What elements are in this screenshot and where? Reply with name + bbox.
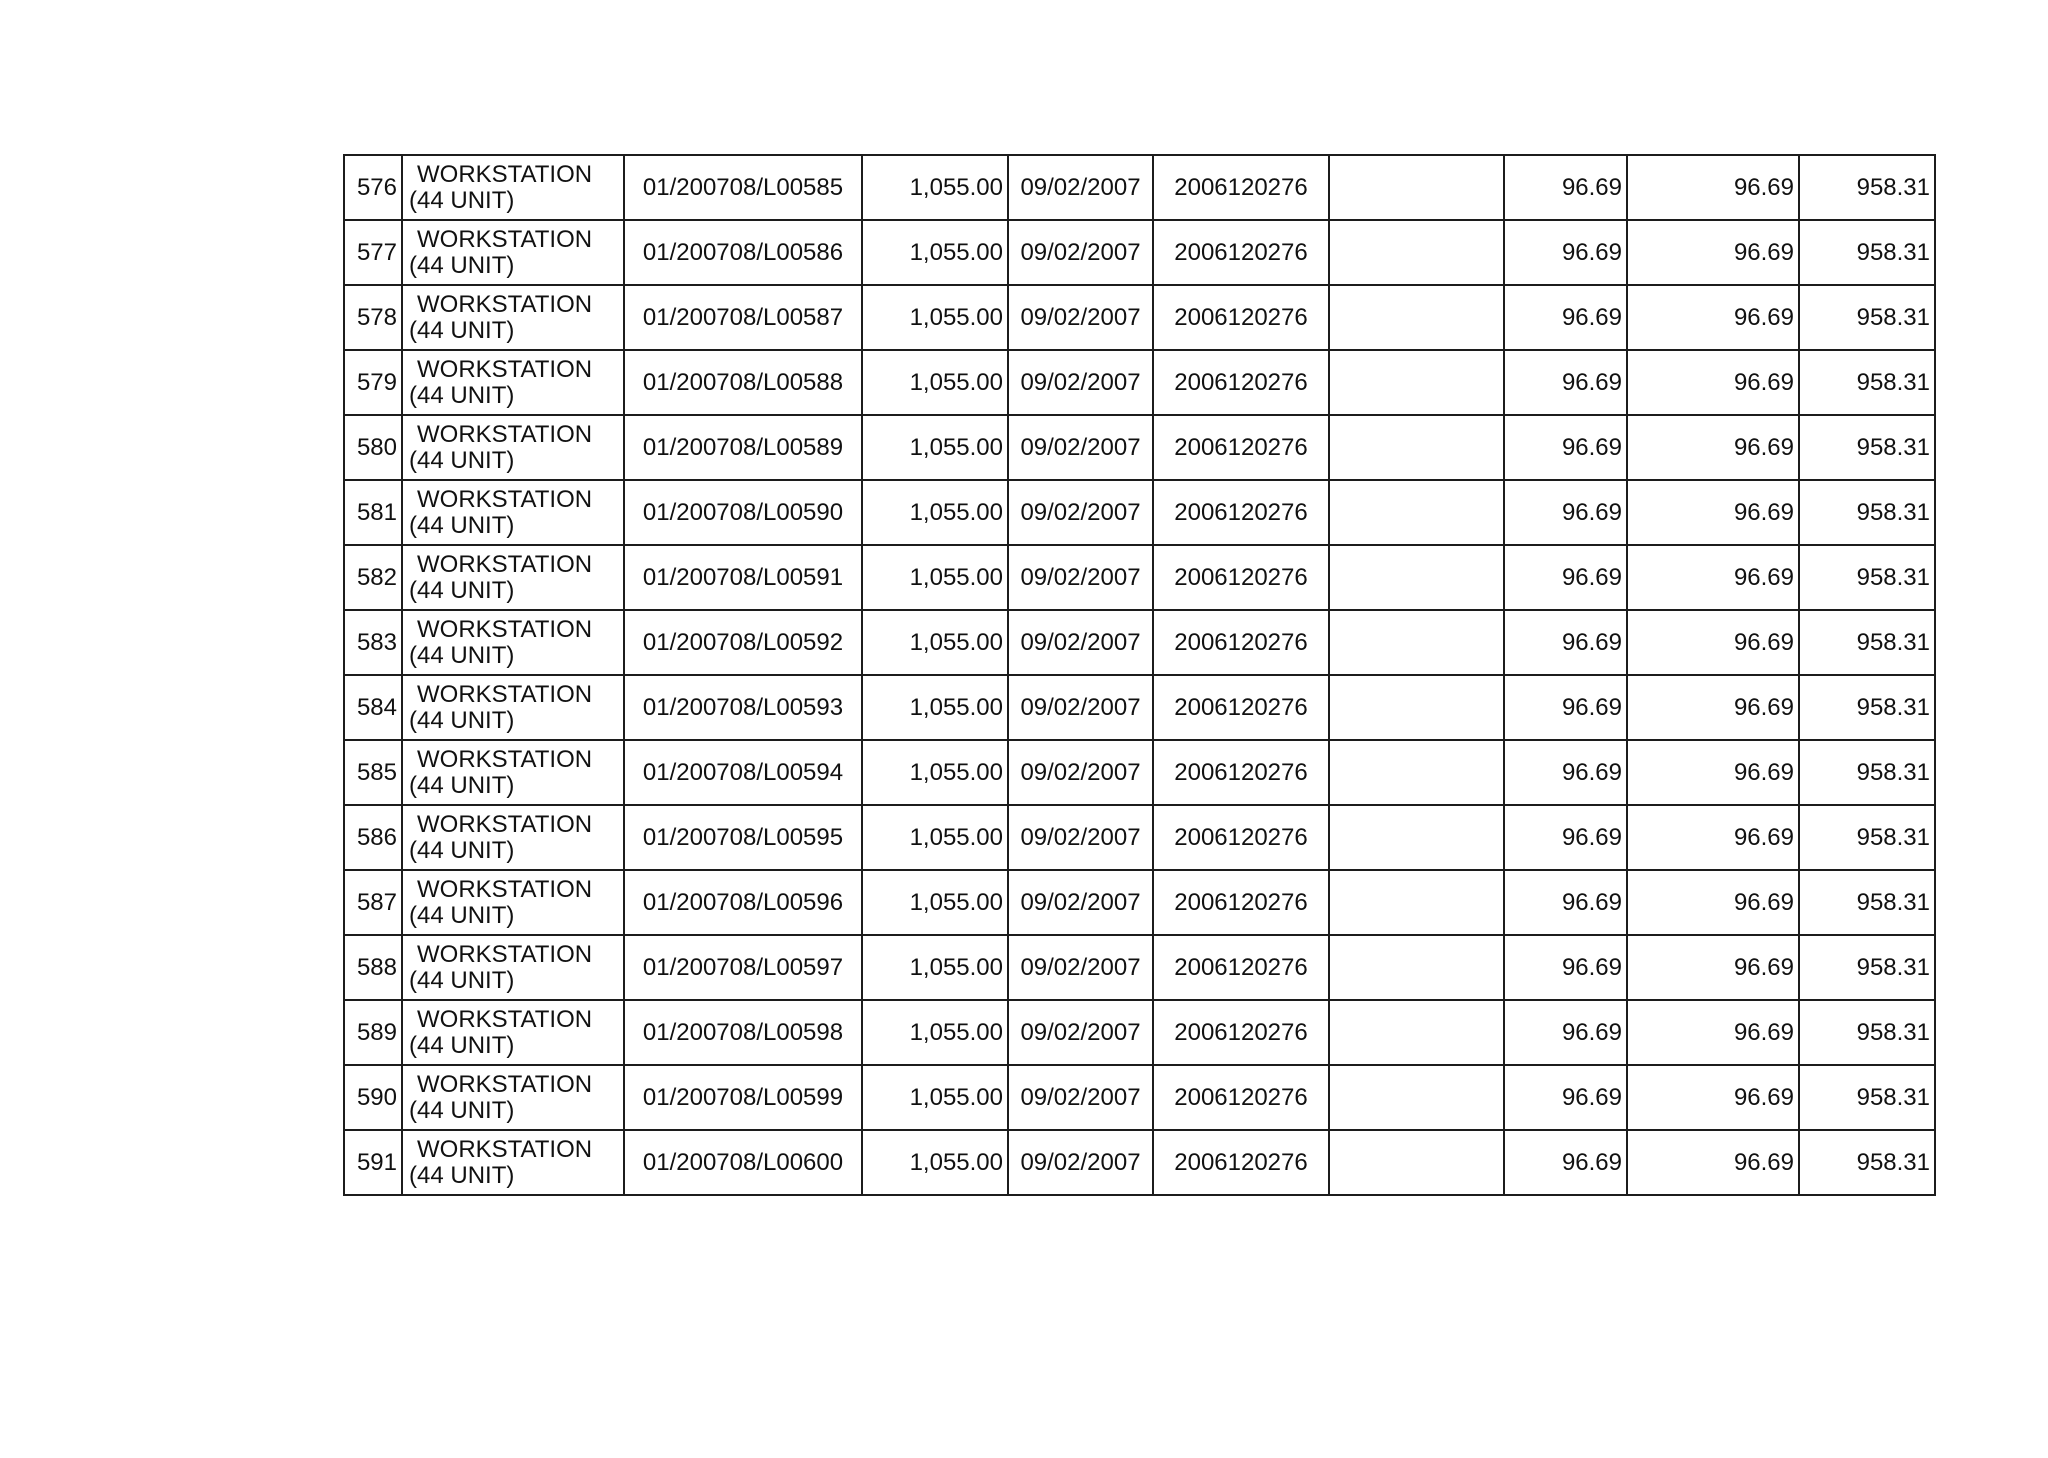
amount-cell-2: 96.69 (1627, 805, 1799, 870)
description-line-1: WORKSTATION (417, 615, 593, 643)
description-cell (402, 805, 624, 870)
description-line-2: (44 UNIT) (409, 1031, 515, 1059)
description-line-2: (44 UNIT) (409, 381, 515, 409)
description-line-2: (44 UNIT) (409, 446, 515, 474)
table-row (344, 805, 1935, 870)
description-line-2: (44 UNIT) (409, 771, 515, 799)
amount-cell-2: 96.69 (1627, 480, 1799, 545)
amount-cell-2: 96.69 (1627, 935, 1799, 1000)
date-cell: 09/02/2007 (1008, 350, 1153, 415)
code-cell: 2006120276 (1153, 545, 1329, 610)
description-line-1: WORKSTATION (417, 745, 593, 773)
description-line-2: (44 UNIT) (409, 641, 515, 669)
table-body (344, 155, 1935, 1195)
amount-cell-1: 96.69 (1504, 545, 1627, 610)
empty-cell (1329, 805, 1504, 870)
amount-cell-3: 958.31 (1799, 285, 1935, 350)
date-cell: 09/02/2007 (1008, 480, 1153, 545)
code-cell: 2006120276 (1153, 870, 1329, 935)
amount-cell-3: 958.31 (1799, 805, 1935, 870)
row-number-cell: 588 (344, 935, 402, 1000)
table-row (344, 1130, 1935, 1195)
cost-cell: 1,055.00 (862, 935, 1008, 1000)
reference-cell: 01/200708/L00590 (624, 480, 862, 545)
asset-register-table (343, 154, 1936, 1196)
amount-cell-3: 958.31 (1799, 545, 1935, 610)
amount-cell-3: 958.31 (1799, 480, 1935, 545)
description-line-2: (44 UNIT) (409, 901, 515, 929)
code-cell: 2006120276 (1153, 935, 1329, 1000)
empty-cell (1329, 935, 1504, 1000)
table-row (344, 350, 1935, 415)
table-row (344, 1000, 1935, 1065)
description-line-1: WORKSTATION (417, 1070, 593, 1098)
table-row (344, 545, 1935, 610)
row-number-cell: 579 (344, 350, 402, 415)
table-row (344, 610, 1935, 675)
amount-cell-3: 958.31 (1799, 935, 1935, 1000)
reference-cell: 01/200708/L00588 (624, 350, 862, 415)
row-number-cell: 578 (344, 285, 402, 350)
cost-cell: 1,055.00 (862, 610, 1008, 675)
amount-cell-1: 96.69 (1504, 415, 1627, 480)
amount-cell-2: 96.69 (1627, 350, 1799, 415)
amount-cell-3: 958.31 (1799, 740, 1935, 805)
description-cell (402, 610, 624, 675)
empty-cell (1329, 480, 1504, 545)
code-cell: 2006120276 (1153, 675, 1329, 740)
description-cell (402, 415, 624, 480)
cost-cell: 1,055.00 (862, 870, 1008, 935)
empty-cell (1329, 610, 1504, 675)
empty-cell (1329, 870, 1504, 935)
description-line-1: WORKSTATION (417, 1005, 593, 1033)
reference-cell: 01/200708/L00591 (624, 545, 862, 610)
empty-cell (1329, 285, 1504, 350)
amount-cell-2: 96.69 (1627, 610, 1799, 675)
row-number-cell: 582 (344, 545, 402, 610)
cost-cell: 1,055.00 (862, 740, 1008, 805)
description-line-1: WORKSTATION (417, 940, 593, 968)
amount-cell-3: 958.31 (1799, 675, 1935, 740)
description-line-2: (44 UNIT) (409, 836, 515, 864)
row-number-cell: 580 (344, 415, 402, 480)
empty-cell (1329, 1065, 1504, 1130)
description-line-2: (44 UNIT) (409, 511, 515, 539)
date-cell: 09/02/2007 (1008, 1130, 1153, 1195)
row-number-cell: 577 (344, 220, 402, 285)
description-line-2: (44 UNIT) (409, 576, 515, 604)
reference-cell: 01/200708/L00594 (624, 740, 862, 805)
table-row (344, 155, 1935, 220)
date-cell: 09/02/2007 (1008, 935, 1153, 1000)
code-cell: 2006120276 (1153, 1065, 1329, 1130)
code-cell: 2006120276 (1153, 740, 1329, 805)
description-cell (402, 740, 624, 805)
description-line-1: WORKSTATION (417, 550, 593, 578)
empty-cell (1329, 155, 1504, 220)
description-cell (402, 1065, 624, 1130)
reference-cell: 01/200708/L00600 (624, 1130, 862, 1195)
cost-cell: 1,055.00 (862, 1130, 1008, 1195)
description-line-2: (44 UNIT) (409, 1096, 515, 1124)
description-line-1: WORKSTATION (417, 355, 593, 383)
table-row (344, 220, 1935, 285)
description-cell (402, 1000, 624, 1065)
description-cell (402, 935, 624, 1000)
description-line-2: (44 UNIT) (409, 251, 515, 279)
description-cell (402, 350, 624, 415)
date-cell: 09/02/2007 (1008, 285, 1153, 350)
description-line-1: WORKSTATION (417, 810, 593, 838)
description-line-2: (44 UNIT) (409, 186, 515, 214)
table-row (344, 870, 1935, 935)
amount-cell-3: 958.31 (1799, 1000, 1935, 1065)
amount-cell-2: 96.69 (1627, 220, 1799, 285)
row-number-cell: 585 (344, 740, 402, 805)
date-cell: 09/02/2007 (1008, 220, 1153, 285)
date-cell: 09/02/2007 (1008, 675, 1153, 740)
amount-cell-3: 958.31 (1799, 1065, 1935, 1130)
description-line-2: (44 UNIT) (409, 706, 515, 734)
cost-cell: 1,055.00 (862, 415, 1008, 480)
amount-cell-3: 958.31 (1799, 415, 1935, 480)
description-line-2: (44 UNIT) (409, 316, 515, 344)
amount-cell-1: 96.69 (1504, 1065, 1627, 1130)
amount-cell-2: 96.69 (1627, 675, 1799, 740)
amount-cell-1: 96.69 (1504, 870, 1627, 935)
cost-cell: 1,055.00 (862, 155, 1008, 220)
amount-cell-1: 96.69 (1504, 1130, 1627, 1195)
amount-cell-3: 958.31 (1799, 220, 1935, 285)
empty-cell (1329, 220, 1504, 285)
date-cell: 09/02/2007 (1008, 545, 1153, 610)
description-line-1: WORKSTATION (417, 1135, 593, 1163)
date-cell: 09/02/2007 (1008, 415, 1153, 480)
description-line-2: (44 UNIT) (409, 966, 515, 994)
table-row (344, 285, 1935, 350)
description-cell (402, 480, 624, 545)
description-cell (402, 155, 624, 220)
amount-cell-3: 958.31 (1799, 350, 1935, 415)
row-number-cell: 576 (344, 155, 402, 220)
cost-cell: 1,055.00 (862, 1065, 1008, 1130)
description-cell (402, 1130, 624, 1195)
reference-cell: 01/200708/L00587 (624, 285, 862, 350)
amount-cell-3: 958.31 (1799, 155, 1935, 220)
cost-cell: 1,055.00 (862, 285, 1008, 350)
reference-cell: 01/200708/L00592 (624, 610, 862, 675)
description-line-1: WORKSTATION (417, 680, 593, 708)
amount-cell-1: 96.69 (1504, 740, 1627, 805)
empty-cell (1329, 675, 1504, 740)
date-cell: 09/02/2007 (1008, 805, 1153, 870)
row-number-cell: 581 (344, 480, 402, 545)
row-number-cell: 583 (344, 610, 402, 675)
empty-cell (1329, 350, 1504, 415)
description-line-2: (44 UNIT) (409, 1161, 515, 1189)
amount-cell-1: 96.69 (1504, 1000, 1627, 1065)
code-cell: 2006120276 (1153, 350, 1329, 415)
empty-cell (1329, 415, 1504, 480)
description-cell (402, 545, 624, 610)
amount-cell-2: 96.69 (1627, 1000, 1799, 1065)
cost-cell: 1,055.00 (862, 675, 1008, 740)
cost-cell: 1,055.00 (862, 1000, 1008, 1065)
table-row (344, 480, 1935, 545)
reference-cell: 01/200708/L00597 (624, 935, 862, 1000)
reference-cell: 01/200708/L00589 (624, 415, 862, 480)
amount-cell-3: 958.31 (1799, 610, 1935, 675)
amount-cell-2: 96.69 (1627, 740, 1799, 805)
amount-cell-1: 96.69 (1504, 285, 1627, 350)
amount-cell-2: 96.69 (1627, 415, 1799, 480)
table-row (344, 1065, 1935, 1130)
cost-cell: 1,055.00 (862, 220, 1008, 285)
description-line-1: WORKSTATION (417, 225, 593, 253)
amount-cell-2: 96.69 (1627, 1130, 1799, 1195)
reference-cell: 01/200708/L00596 (624, 870, 862, 935)
date-cell: 09/02/2007 (1008, 740, 1153, 805)
row-number-cell: 591 (344, 1130, 402, 1195)
empty-cell (1329, 740, 1504, 805)
date-cell: 09/02/2007 (1008, 1000, 1153, 1065)
amount-cell-1: 96.69 (1504, 480, 1627, 545)
empty-cell (1329, 1000, 1504, 1065)
amount-cell-1: 96.69 (1504, 805, 1627, 870)
row-number-cell: 587 (344, 870, 402, 935)
amount-cell-1: 96.69 (1504, 155, 1627, 220)
table-row (344, 935, 1935, 1000)
code-cell: 2006120276 (1153, 480, 1329, 545)
reference-cell: 01/200708/L00586 (624, 220, 862, 285)
reference-cell: 01/200708/L00598 (624, 1000, 862, 1065)
table-row (344, 740, 1935, 805)
empty-cell (1329, 1130, 1504, 1195)
description-cell (402, 220, 624, 285)
row-number-cell: 589 (344, 1000, 402, 1065)
row-number-cell: 584 (344, 675, 402, 740)
date-cell: 09/02/2007 (1008, 155, 1153, 220)
amount-cell-2: 96.69 (1627, 545, 1799, 610)
amount-cell-1: 96.69 (1504, 675, 1627, 740)
code-cell: 2006120276 (1153, 220, 1329, 285)
reference-cell: 01/200708/L00585 (624, 155, 862, 220)
amount-cell-2: 96.69 (1627, 285, 1799, 350)
row-number-cell: 590 (344, 1065, 402, 1130)
description-line-1: WORKSTATION (417, 485, 593, 513)
amount-cell-1: 96.69 (1504, 350, 1627, 415)
reference-cell: 01/200708/L00599 (624, 1065, 862, 1130)
code-cell: 2006120276 (1153, 415, 1329, 480)
table-row (344, 675, 1935, 740)
description-line-1: WORKSTATION (417, 160, 593, 188)
cost-cell: 1,055.00 (862, 805, 1008, 870)
description-line-1: WORKSTATION (417, 290, 593, 318)
amount-cell-1: 96.69 (1504, 610, 1627, 675)
cost-cell: 1,055.00 (862, 350, 1008, 415)
amount-cell-1: 96.69 (1504, 220, 1627, 285)
description-cell (402, 675, 624, 740)
cost-cell: 1,055.00 (862, 545, 1008, 610)
amount-cell-3: 958.31 (1799, 870, 1935, 935)
cost-cell: 1,055.00 (862, 480, 1008, 545)
amount-cell-1: 96.69 (1504, 935, 1627, 1000)
date-cell: 09/02/2007 (1008, 870, 1153, 935)
code-cell: 2006120276 (1153, 805, 1329, 870)
description-line-1: WORKSTATION (417, 420, 593, 448)
amount-cell-2: 96.69 (1627, 870, 1799, 935)
table-row (344, 415, 1935, 480)
amount-cell-3: 958.31 (1799, 1130, 1935, 1195)
code-cell: 2006120276 (1153, 285, 1329, 350)
code-cell: 2006120276 (1153, 1000, 1329, 1065)
amount-cell-2: 96.69 (1627, 1065, 1799, 1130)
row-number-cell: 586 (344, 805, 402, 870)
reference-cell: 01/200708/L00595 (624, 805, 862, 870)
code-cell: 2006120276 (1153, 610, 1329, 675)
code-cell: 2006120276 (1153, 1130, 1329, 1195)
description-line-1: WORKSTATION (417, 875, 593, 903)
reference-cell: 01/200708/L00593 (624, 675, 862, 740)
empty-cell (1329, 545, 1504, 610)
description-cell (402, 870, 624, 935)
date-cell: 09/02/2007 (1008, 1065, 1153, 1130)
amount-cell-2: 96.69 (1627, 155, 1799, 220)
date-cell: 09/02/2007 (1008, 610, 1153, 675)
description-cell (402, 285, 624, 350)
code-cell: 2006120276 (1153, 155, 1329, 220)
